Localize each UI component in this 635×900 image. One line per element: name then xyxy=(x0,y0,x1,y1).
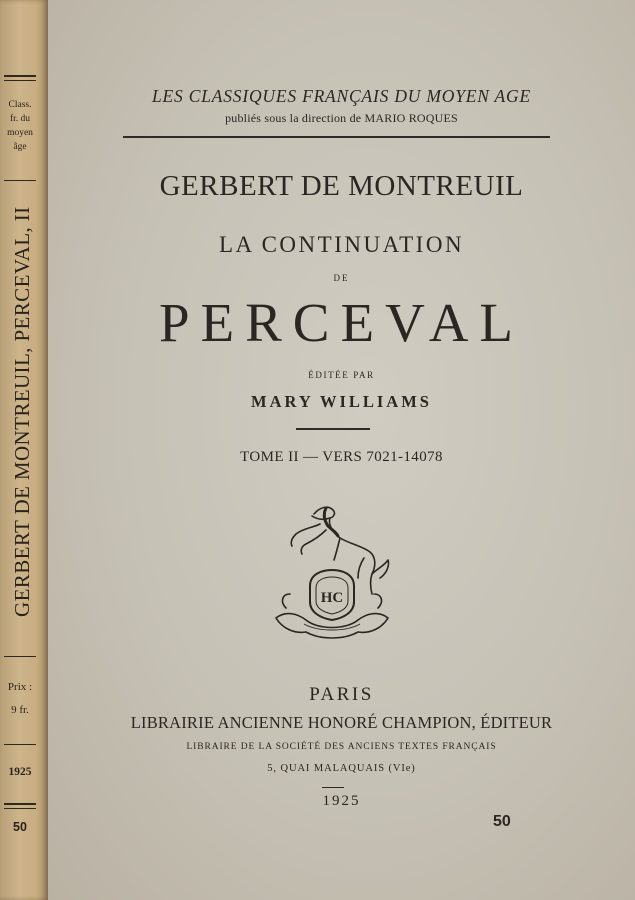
volume-info: TOME II — VERS 7021-14078 xyxy=(240,449,443,465)
series-subtitle: publiés sous la direction de MARIO ROQUES xyxy=(225,111,458,125)
spine-price-value: 9 fr. xyxy=(11,704,29,716)
editor-name: MARY WILLIAMS xyxy=(251,392,432,411)
city: PARIS xyxy=(309,684,374,705)
publisher: LIBRAIRIE ANCIENNE HONORÉ CHAMPION, ÉDITEUR xyxy=(130,713,553,732)
spine-series-line-4: âge xyxy=(13,142,27,152)
front-cover xyxy=(48,0,635,900)
spine-rule-lower xyxy=(4,656,36,657)
spine-rule-top xyxy=(4,75,36,77)
editor-rule xyxy=(296,428,370,430)
spine-rule-price xyxy=(4,744,36,745)
publisher-subtitle: LIBRAIRE DE LA SOCIÉTÉ DES ANCIENS TEXTES FRANÇAIS xyxy=(186,742,497,752)
work-title: PERCEVAL xyxy=(158,292,525,353)
spine-rule-upper xyxy=(4,180,36,181)
horse-emblem-icon xyxy=(266,498,400,648)
spine-series-line-1: Class. xyxy=(8,100,32,110)
spine-series-line-2: fr. du xyxy=(9,114,31,124)
publisher-address: 5, QUAI MALAQUAIS (VIe) xyxy=(267,763,416,774)
spine-rule-bottom xyxy=(4,803,36,805)
spine-title: GERBERT DE MONTREUIL, PERCEVAL, II xyxy=(10,206,34,617)
spine-rule-bottom-thin xyxy=(4,808,36,809)
header-rule xyxy=(123,136,550,138)
spine-number: 50 xyxy=(13,820,27,834)
publication-year: 1925 xyxy=(322,793,361,809)
book-spine xyxy=(0,0,48,900)
spine-series-line-3: moyen xyxy=(7,128,33,138)
edited-by-label: ÉDITÉE PAR xyxy=(308,370,375,380)
spine-rule-top-thin xyxy=(4,80,36,81)
series-number: 50 xyxy=(493,813,511,830)
year-rule xyxy=(322,787,344,788)
author-name: GERBERT DE MONTREUIL xyxy=(159,170,524,202)
work-title-line-1: LA CONTINUATION xyxy=(218,232,465,257)
series-title: LES CLASSIQUES FRANÇAIS DU MOYEN AGE xyxy=(152,86,531,106)
spine-year: 1925 xyxy=(8,766,32,778)
spine-price-label: Prix : xyxy=(7,681,33,693)
emblem-monogram: HC xyxy=(320,590,344,606)
work-title-preposition: DE xyxy=(333,273,350,283)
